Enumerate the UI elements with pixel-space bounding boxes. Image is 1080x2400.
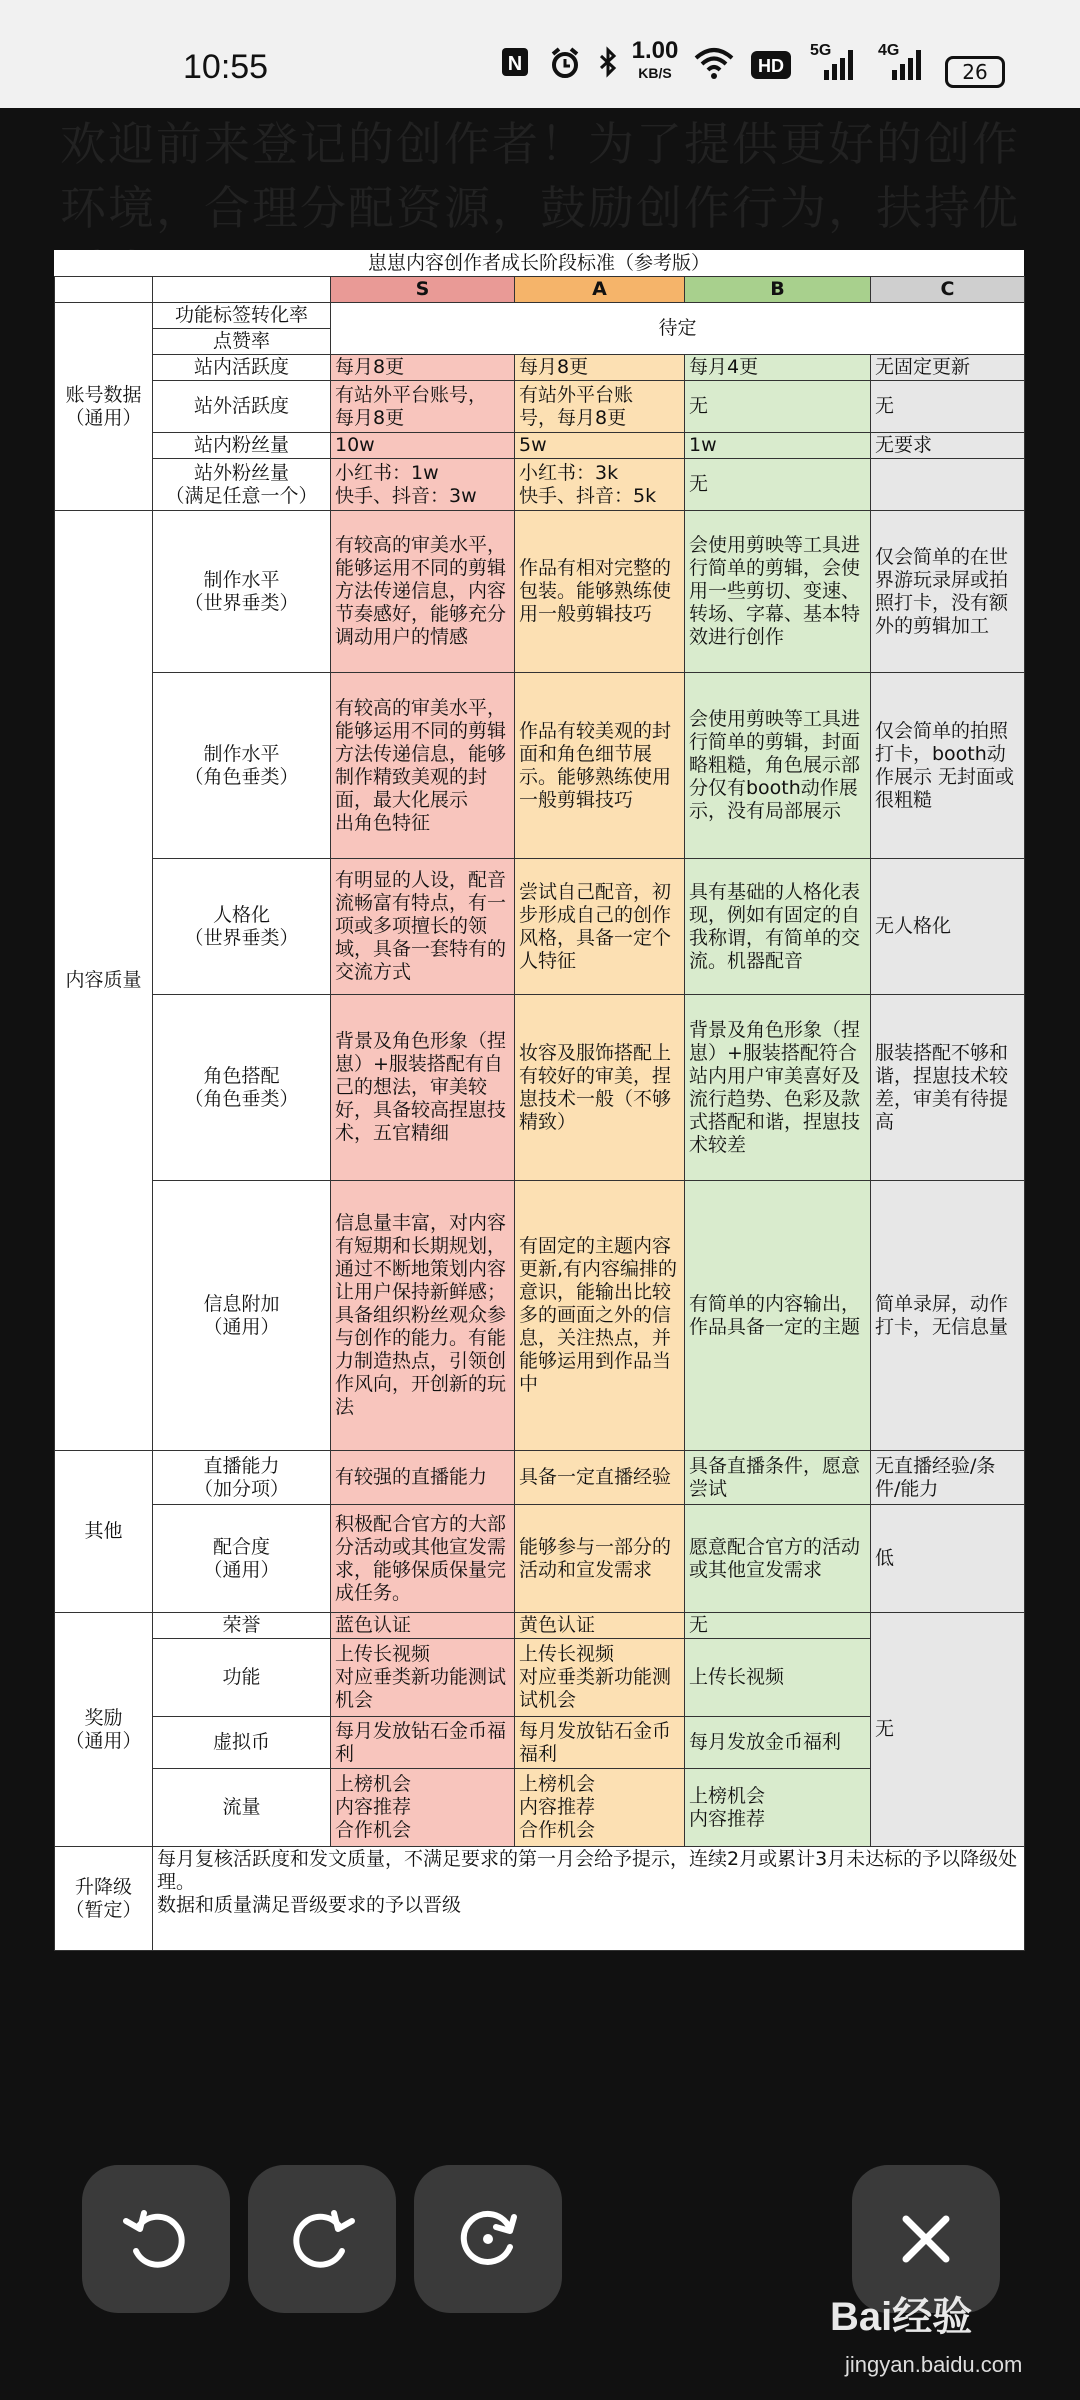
grade-a-cell: 作品有较美观的封面和角色细节展示。能够熟练使用一般剪辑技巧 [515, 673, 685, 859]
grade-b-cell: 会使用剪映等工具进行简单的剪辑，封面略粗糙，角色展示部分仅有booth动作展示，没有局部展示 [685, 673, 871, 859]
row-label-like-rate: 点赞率 [153, 329, 331, 355]
grade-c-cell: 无人格化 [871, 859, 1025, 995]
grade-c-cell: 无 [871, 381, 1025, 433]
grade-c-cell: 简单录屏，动作打卡，无信息量 [871, 1181, 1025, 1451]
grade-a-cell: 5w [515, 433, 685, 459]
grade-b-cell: 具有基础的人格化表现，例如有固定的自我称谓，有简单的交流。机器配音 [685, 859, 871, 995]
category-level: 升降级 （暂定） [55, 1847, 153, 1951]
grade-a-cell: 作品有相对完整的包装。能够熟练使用一般剪辑技巧 [515, 511, 685, 673]
table-row [55, 433, 1025, 459]
grade-b-cell: 愿意配合官方的活动或其他宣发需求 [685, 1505, 871, 1613]
alarm-icon [548, 46, 582, 90]
grade-s-cell: 背景及角色形象（捏崽）+服装搭配有自己的想法，审美较好，具备较高捏崽技术，五官精细 [331, 995, 515, 1181]
row-label: 人格化 （世界垂类） [153, 859, 331, 995]
network-speed [630, 37, 680, 84]
row-label: 制作水平 （世界垂类） [153, 511, 331, 673]
grade-s-cell: 有较高的审美水平，能够运用不同的剪辑方法传递信息，内容节奏感好，能够充分调动用户的情感 [331, 511, 515, 673]
table-row [55, 859, 1025, 995]
bluetooth-icon [598, 46, 618, 90]
watermark-brand: Bai经验 [830, 2295, 973, 2339]
row-label: 站内活跃度 [153, 355, 331, 381]
refresh-button[interactable] [414, 2165, 562, 2313]
grade-b-cell: 每月4更 [685, 355, 871, 381]
signal-4g-label: 4G [878, 42, 900, 59]
grade-c-cell: 无固定更新 [871, 355, 1025, 381]
row-label: 角色搭配 （角色垂类） [153, 995, 331, 1181]
category-other: 其他 [55, 1451, 153, 1613]
grade-header-row [55, 277, 1025, 303]
grade-a-cell: 小红书：3k 快手、抖音：5k [515, 459, 685, 511]
grade-a-cell: 能够参与一部分的活动和宣发需求 [515, 1505, 685, 1613]
row-label: 流量 [153, 1769, 331, 1847]
grade-s-cell: 蓝色认证 [331, 1613, 515, 1639]
table-row [55, 303, 1025, 329]
table-row [55, 459, 1025, 511]
hd-label: HD [758, 56, 784, 76]
grade-b-header: B [685, 277, 871, 303]
grade-c-cell: 服装搭配不够和谐，捏崽技术较差，审美有待提高 [871, 995, 1025, 1181]
table-row [55, 511, 1025, 673]
rotate-right-icon [282, 2199, 362, 2279]
header-empty-cell [153, 277, 331, 303]
grade-s-header: S [331, 277, 515, 303]
grade-s-cell: 每月发放钻石金币福利 [331, 1717, 515, 1769]
grade-c-cell: 无直播经验/条件/能力 [871, 1451, 1025, 1505]
grade-b-cell: 无 [685, 381, 871, 433]
signal-5g-label: 5G [810, 42, 832, 59]
grade-a-cell: 妆容及服饰搭配上有较好的审美，捏崽技术一般（不够精致） [515, 995, 685, 1181]
watermark-url: jingyan.baidu.com [845, 2352, 1023, 2377]
grade-c-reward-cell: 无 [871, 1613, 1025, 1847]
category-account: 账号数据 （通用） [55, 303, 153, 511]
row-label: 荣誉 [153, 1613, 331, 1639]
row-label: 直播能力 （加分项） [153, 1451, 331, 1505]
table-row [55, 673, 1025, 859]
status-time: 10:55 [183, 48, 269, 86]
grade-s-cell: 上榜机会 内容推荐 合作机会 [331, 1769, 515, 1847]
grade-b-cell: 有简单的内容输出，作品具备一定的主题 [685, 1181, 871, 1451]
row-label: 虚拟币 [153, 1717, 331, 1769]
table-row [55, 381, 1025, 433]
grade-b-cell: 背景及角色形象（捏崽）+服装搭配符合站内用户审美喜好及流行趋势、色彩及款式搭配和谐，捏崽技术较差 [685, 995, 871, 1181]
grade-a-header: A [515, 277, 685, 303]
grade-s-cell: 有较高的审美水平，能够运用不同的剪辑方法传递信息，能够制作精致美观的封面，最大化展示 出角色特征 [331, 673, 515, 859]
grade-a-cell: 有固定的主题内容更新,有内容编排的意识，能输出比较多的画面之外的信息，关注热点，并能够运用到作品当中 [515, 1181, 685, 1451]
grade-c-cell: 仅会简单的拍照打卡，booth动作展示 无封面或很粗糙 [871, 673, 1025, 859]
grade-c-cell: 低 [871, 1505, 1025, 1613]
grade-s-cell: 每月8更 [331, 355, 515, 381]
grade-s-cell: 有较强的直播能力 [331, 1451, 515, 1505]
document-image [52, 250, 1026, 1980]
refresh-icon [448, 2199, 528, 2279]
row-label: 站外粉丝量 （满足任意一个） [153, 459, 331, 511]
table-row [55, 995, 1025, 1181]
nfc-label: N [507, 53, 523, 75]
row-label: 站内粉丝量 [153, 433, 331, 459]
grade-c-cell [871, 459, 1025, 511]
table-row [55, 1847, 1025, 1951]
row-label: 信息附加 （通用） [153, 1181, 331, 1451]
grade-a-cell: 尝试自己配音，初步形成自己的创作风格，具备一定个人特征 [515, 859, 685, 995]
grade-s-cell: 上传长视频 对应垂类新功能测试机会 [331, 1639, 515, 1717]
row-label: 功能 [153, 1639, 331, 1717]
grade-a-cell: 每月8更 [515, 355, 685, 381]
rotate-right-button[interactable] [248, 2165, 396, 2313]
grade-b-cell: 会使用剪映等工具进行简单的剪辑，会使用一些剪切、变速、转场、字幕、基本特效进行创作 [685, 511, 871, 673]
grade-a-cell: 每月发放钻石金币福利 [515, 1717, 685, 1769]
grade-s-cell: 有明显的人设，配音流畅富有特点，有一项或多项擅长的领域，具备一套特有的交流方式 [331, 859, 515, 995]
level-rule-text: 每月复核活跃度和发文质量，不满足要求的第一月会给予提示，连续2月或累计3月未达标的予以降级处理。 数据和质量满足晋级要求的予以晋级 [153, 1847, 1025, 1951]
grade-s-cell: 有站外平台账号， 每月8更 [331, 381, 515, 433]
rotate-left-icon [116, 2199, 196, 2279]
hd-icon [750, 50, 792, 94]
grade-c-cell: 无要求 [871, 433, 1025, 459]
speed-unit: KB/S [638, 65, 672, 81]
grade-s-cell: 10w [331, 433, 515, 459]
grade-b-cell: 上榜机会 内容推荐 [685, 1769, 871, 1847]
grade-b-cell: 具备直播条件，愿意尝试 [685, 1451, 871, 1505]
header-empty-cell [55, 277, 153, 303]
status-icons [500, 37, 1020, 90]
criteria-table [54, 276, 1025, 1951]
table-row [55, 1181, 1025, 1451]
grade-s-cell: 积极配合官方的大部分活动或其他宣发需求，能够保质保量完成任务。 [331, 1505, 515, 1613]
grade-a-cell: 有站外平台账 号，每月8更 [515, 381, 685, 433]
nfc-icon [500, 46, 530, 90]
grade-a-cell: 具备一定直播经验 [515, 1451, 685, 1505]
grade-b-cell: 1w [685, 433, 871, 459]
category-reward: 奖励 （通用） [55, 1613, 153, 1847]
grade-c-header: C [871, 277, 1025, 303]
grade-s-cell: 信息量丰富，对内容有短期和长期规划，通过不断地策划内容让用户保持新鲜感；具备组织粉丝观众参与创作的能力。有能力制造热点，引领创作风向，开创新的玩法 [331, 1181, 515, 1451]
table-row [55, 1451, 1025, 1505]
close-icon [886, 2199, 966, 2279]
grade-b-cell: 每月发放金币福利 [685, 1717, 871, 1769]
row-label: 配合度 （通用） [153, 1505, 331, 1613]
status-bar [0, 0, 1080, 108]
pending-cell: 待定 [331, 303, 1025, 355]
grade-a-cell: 上榜机会 内容推荐 合作机会 [515, 1769, 685, 1847]
table-row [55, 1613, 1025, 1639]
grade-c-cell: 仅会简单的在世界游玩录屏或拍照打卡，没有额外的剪辑加工 [871, 511, 1025, 673]
category-content: 内容质量 [55, 511, 153, 1451]
grade-b-cell: 无 [685, 459, 871, 511]
rotate-left-button[interactable] [82, 2165, 230, 2313]
battery-indicator: 26 [945, 56, 1005, 88]
table-title: 崽崽内容创作者成长阶段标准（参考版） [54, 250, 1024, 276]
grade-s-cell: 小红书：1w 快手、抖音：3w [331, 459, 515, 511]
speed-value: 1.00 [631, 37, 679, 64]
grade-b-cell: 上传长视频 [685, 1639, 871, 1717]
background-article-text: 欢迎前来登记的创作者！为了提供更好的创作环境，合理分配资源，鼓励创作行为，扶持优 [60, 117, 1020, 235]
row-label-tag-rate: 功能标签转化率 [153, 303, 331, 329]
row-label: 站外活跃度 [153, 381, 331, 433]
row-label: 制作水平 （角色垂类） [153, 673, 331, 859]
table-row [55, 1505, 1025, 1613]
grade-a-cell: 黄色认证 [515, 1613, 685, 1639]
wifi-icon [694, 46, 734, 90]
table-row [55, 355, 1025, 381]
grade-b-cell: 无 [685, 1613, 871, 1639]
grade-a-cell: 上传长视频 对应垂类新功能测试机会 [515, 1639, 685, 1717]
